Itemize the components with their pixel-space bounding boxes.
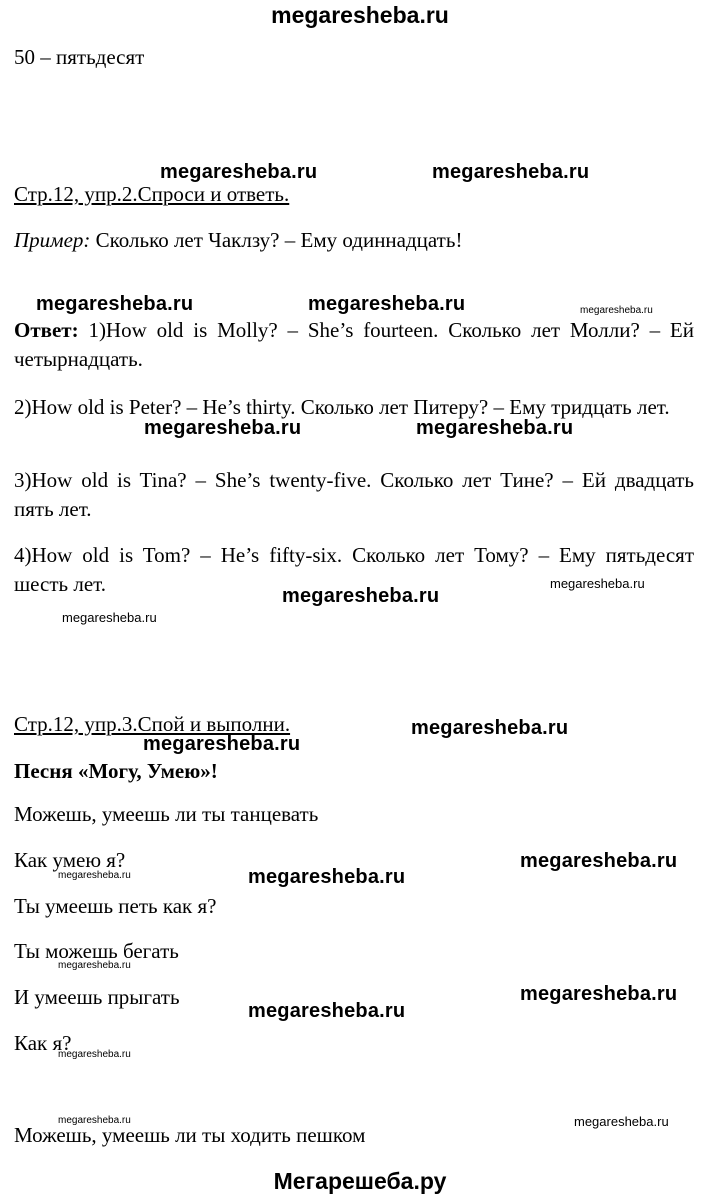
song-line-5: И умеешь прыгать [14, 985, 180, 1009]
line-fifty: 50 – пятьдесят [14, 45, 145, 69]
watermark: megaresheba.ru [58, 870, 131, 881]
watermark: megaresheba.ru [248, 1000, 406, 1022]
watermark: megaresheba.ru [62, 610, 157, 625]
answer-label: Ответ: [14, 318, 79, 342]
song-line-4: Ты можешь бегать [14, 939, 179, 963]
page-footer: Мегарешеба.ру [273, 1168, 447, 1194]
exercise-3-heading: Стр.12, упр.3.Спой и выполни. [14, 712, 291, 736]
answer-1-text: 1)How old is Molly? – She’s fourteen. Сколько лет Молли? – Ей четырнадцать. [14, 318, 694, 371]
answer-1 [14, 316, 694, 374]
watermark: megaresheba.ru [432, 161, 590, 183]
watermark: megaresheba.ru [248, 866, 406, 888]
song-line-3: Ты умеешь петь как я? [14, 894, 217, 918]
watermark: megaresheba.ru [58, 1115, 131, 1126]
watermark: megaresheba.ru [580, 305, 653, 316]
watermark: megaresheba.ru [550, 576, 645, 591]
exercise-2-heading: Стр.12, упр.2.Спроси и ответь. [14, 182, 290, 206]
watermark: megaresheba.ru [58, 1049, 131, 1060]
answer-3: 3)How old is Tina? – She’s twenty-five. Сколько лет Тине? – Ей двадцать пять лет. [14, 468, 694, 521]
page-header: megaresheba.ru [271, 2, 449, 28]
watermark: megaresheba.ru [411, 717, 569, 739]
watermark: megaresheba.ru [36, 293, 194, 315]
watermark: megaresheba.ru [282, 585, 440, 607]
watermark: megaresheba.ru [58, 960, 131, 971]
watermark: megaresheba.ru [416, 417, 574, 439]
song-title: Песня «Могу, Умею»! [14, 759, 218, 783]
answer-2: 2)How old is Peter? – He’s thirty. Сколько лет Питеру? – Ему тридцать лет. [14, 395, 670, 419]
exercise-2-example [14, 226, 462, 255]
song-line-6: Как я? [14, 1031, 72, 1055]
example-label: Пример: [14, 228, 91, 252]
watermark: megaresheba.ru [520, 983, 678, 1005]
song-line-7: Можешь, умеешь ли ты ходить пешком [14, 1123, 366, 1147]
watermark: megaresheba.ru [308, 293, 466, 315]
song-line-2: Как умею я? [14, 848, 126, 872]
watermark: megaresheba.ru [143, 733, 301, 755]
watermark: megaresheba.ru [520, 850, 678, 872]
song-line-1: Можешь, умеешь ли ты танцевать [14, 802, 319, 826]
watermark: megaresheba.ru [574, 1114, 669, 1129]
watermark: megaresheba.ru [144, 417, 302, 439]
answer-4: 4)How old is Tom? – He’s fifty-six. Сколько лет Тому? – Ему пятьдесят шесть лет. [14, 543, 694, 596]
watermark: megaresheba.ru [160, 161, 318, 183]
example-text: Сколько лет Чаклзу? – Ему одиннадцать! [90, 228, 463, 252]
